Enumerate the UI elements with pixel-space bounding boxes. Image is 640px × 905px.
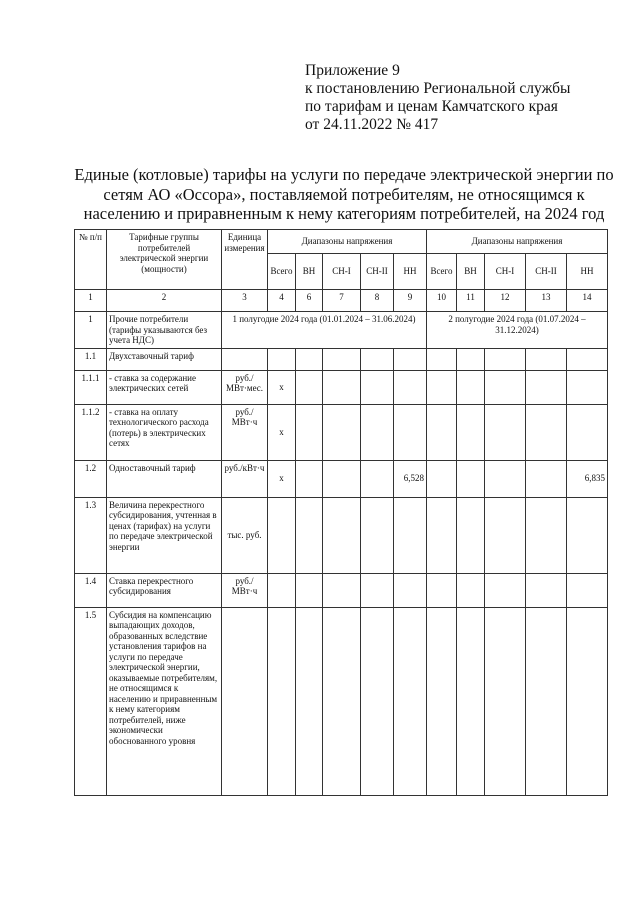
row-label: Субсидия на компенсацию выпадающих доходов, образованных вследствие установления тарифов на услуги по передаче электрической энергии, оказываемые потребителям, не относящимся к населению и приравненным к нему категориям потребителей, ниже экономически обоснованного уровня [107, 607, 222, 795]
row-no: 1.1.1 [75, 370, 107, 404]
row-nn-1 [394, 573, 427, 607]
header-ranges-1: Диапазоны напряжения [268, 230, 427, 254]
row-nn-1 [394, 348, 427, 370]
section-period-1: 1 полугодие 2024 года (01.01.2024 – 31.06.2024) [222, 312, 427, 349]
row-label: Одноставочный тариф [107, 460, 222, 497]
row-total-1 [268, 497, 296, 573]
header-unit: Единица измерения [222, 230, 268, 290]
col-number: 7 [323, 290, 361, 312]
col-number: 10 [427, 290, 457, 312]
row-nn-2: 6,835 [567, 460, 608, 497]
row-label: Величина перекрестного субсидирования, учтенная в ценах (тарифах) на услуги по передаче электрической энергии [107, 497, 222, 573]
appendix-block [305, 62, 570, 134]
appendix-line-1: Приложение 9 [305, 62, 400, 79]
row-total-1: x [268, 460, 296, 497]
row-nn-1 [394, 370, 427, 404]
row-nn-2 [567, 404, 608, 460]
column-number-row [75, 290, 608, 312]
appendix-line-2: к постановлению Региональной службы [305, 80, 571, 97]
row-no: 1.1 [75, 348, 107, 370]
col-number: 13 [526, 290, 567, 312]
row-label: - ставка за содержание электрических сетей [107, 370, 222, 404]
col-number: 8 [361, 290, 394, 312]
section-no: 1 [75, 312, 107, 349]
header-no: № п/п [75, 230, 107, 290]
row-label: - ставка на оплату технологического расхода (потерь) в электрических сетях [107, 404, 222, 460]
row-no: 1.4 [75, 573, 107, 607]
table-row [75, 497, 608, 573]
col-number: 3 [222, 290, 268, 312]
row-nn-1 [394, 607, 427, 795]
col-number: 9 [394, 290, 427, 312]
row-total-1 [268, 607, 296, 795]
document-title: Единые (котловые) тарифы на услуги по передаче электрической энергии по сетям АО «Оссора», поставляемой потребителям, не относящимся к населению и приравненным к нему категориям потребителей, на 2024 год [74, 165, 614, 223]
header-row-1 [75, 230, 608, 254]
row-total-1 [268, 573, 296, 607]
row-nn-2 [567, 370, 608, 404]
row-unit: руб./кВт·ч [222, 460, 268, 497]
header-vn-2: ВН [457, 254, 485, 290]
appendix-line-3: по тарифам и ценам Камчатского края [305, 98, 558, 115]
header-sn1-2: СН-I [485, 254, 526, 290]
tariff-table [74, 229, 608, 796]
col-number: 2 [107, 290, 222, 312]
row-nn-1 [394, 497, 427, 573]
row-label: Двухставочный тариф [107, 348, 222, 370]
header-total-1: Всего [268, 254, 296, 290]
header-nn-2: НН [567, 254, 608, 290]
row-no: 1.3 [75, 497, 107, 573]
col-number: 12 [485, 290, 526, 312]
row-unit: руб./МВт·ч [222, 404, 268, 460]
row-no: 1.2 [75, 460, 107, 497]
row-label: Ставка перекрестного субсидирования [107, 573, 222, 607]
row-unit [222, 607, 268, 795]
section-row [75, 312, 608, 349]
col-number: 11 [457, 290, 485, 312]
row-unit: тыс. руб. [222, 497, 268, 573]
row-unit [222, 348, 268, 370]
row-nn-2 [567, 348, 608, 370]
table-row [75, 348, 608, 370]
row-total-1 [268, 348, 296, 370]
header-sn1-1: СН-I [323, 254, 361, 290]
table-row [75, 460, 608, 497]
table-row [75, 573, 608, 607]
row-nn-2 [567, 573, 608, 607]
row-no: 1.5 [75, 607, 107, 795]
row-total-1: x [268, 404, 296, 460]
table-row [75, 370, 608, 404]
row-no: 1.1.2 [75, 404, 107, 460]
header-total-2: Всего [427, 254, 457, 290]
row-unit: руб./МВт·ч [222, 573, 268, 607]
header-nn-1: НН [394, 254, 427, 290]
row-nn-1: 6,528 [394, 460, 427, 497]
table-row [75, 404, 608, 460]
section-period-2: 2 полугодие 2024 года (01.07.2024 – 31.12.2024) [427, 312, 608, 349]
col-number: 1 [75, 290, 107, 312]
header-vn-1: ВН [296, 254, 323, 290]
appendix-line-4: от 24.11.2022 № 417 [305, 116, 439, 133]
col-number: 6 [296, 290, 323, 312]
header-sn2-1: СН-II [361, 254, 394, 290]
row-nn-1 [394, 404, 427, 460]
section-label: Прочие потребители (тарифы указываются без учета НДС) [107, 312, 222, 349]
row-unit: руб./МВт·мес. [222, 370, 268, 404]
table-row [75, 607, 608, 795]
col-number: 14 [567, 290, 608, 312]
row-nn-2 [567, 497, 608, 573]
col-number: 4 [268, 290, 296, 312]
header-sn2-2: СН-II [526, 254, 567, 290]
row-total-1: x [268, 370, 296, 404]
header-ranges-2: Диапазоны напряжения [427, 230, 608, 254]
header-group: Тарифные группы потребителей электрической энергии (мощности) [107, 230, 222, 290]
row-nn-2 [567, 607, 608, 795]
